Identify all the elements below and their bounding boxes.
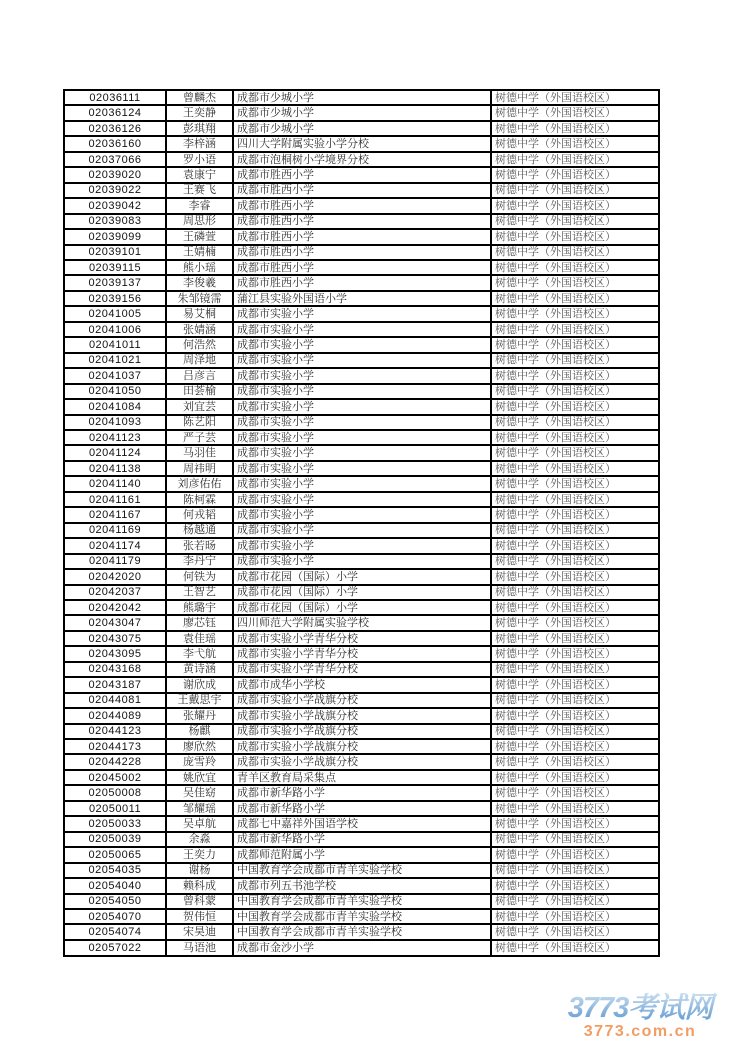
primary-school-cell: 成都市花园（国际）小学 <box>233 569 491 584</box>
exam-id-cell: 02044228 <box>64 754 166 769</box>
table-row <box>64 585 659 600</box>
primary-school-cell: 成都市实验小学 <box>233 492 491 507</box>
student-name-cell: 贺伟恒 <box>166 909 233 924</box>
primary-school-cell: 成都市花园（国际）小学 <box>233 600 491 615</box>
exam-id-cell: 02042042 <box>64 600 166 615</box>
table-row <box>64 785 659 800</box>
table-row <box>64 894 659 909</box>
primary-school-cell: 中国教育学会成都市青羊实验学校 <box>233 863 491 878</box>
primary-school-cell: 四川师范大学附属实验学校 <box>233 615 491 630</box>
table-row <box>64 909 659 924</box>
exam-id-cell: 02039101 <box>64 245 166 260</box>
exam-id-cell: 02041169 <box>64 523 166 538</box>
table-row <box>64 847 659 862</box>
admitted-school-cell: 树德中学（外国语校区） <box>491 631 659 646</box>
admitted-school-cell: 树德中学（外国语校区） <box>491 940 659 956</box>
table-row <box>64 152 659 167</box>
student-name-cell: 杨越通 <box>166 523 233 538</box>
exam-id-cell: 02041140 <box>64 476 166 491</box>
table-row <box>64 754 659 769</box>
table-row <box>64 523 659 538</box>
admitted-school-cell: 树德中学（外国语校区） <box>491 770 659 785</box>
student-name-cell: 姚欣宜 <box>166 770 233 785</box>
primary-school-cell: 青羊区教育局采集点 <box>233 770 491 785</box>
primary-school-cell: 成都市实验小学 <box>233 415 491 430</box>
exam-id-cell: 02041084 <box>64 399 166 414</box>
primary-school-cell: 成都市实验小学 <box>233 507 491 522</box>
primary-school-cell: 成都市实验小学战旗分校 <box>233 754 491 769</box>
exam-id-cell: 02041037 <box>64 368 166 383</box>
table-row <box>64 631 659 646</box>
admitted-school-cell: 树德中学（外国语校区） <box>491 90 659 105</box>
primary-school-cell: 成都市少城小学 <box>233 90 491 105</box>
student-name-cell: 何浩然 <box>166 337 233 352</box>
watermark-site-name: 3773考试网 <box>540 993 740 1023</box>
admitted-school-cell: 树德中学（外国语校区） <box>491 306 659 321</box>
admitted-school-cell: 树德中学（外国语校区） <box>491 801 659 816</box>
admitted-school-cell: 树德中学（外国语校区） <box>491 600 659 615</box>
admitted-school-cell: 树德中学（外国语校区） <box>491 275 659 290</box>
student-name-cell: 马语池 <box>166 940 233 956</box>
table-row <box>64 183 659 198</box>
table-row <box>64 554 659 569</box>
exam-id-cell: 02041174 <box>64 538 166 553</box>
exam-id-cell: 02045002 <box>64 770 166 785</box>
primary-school-cell: 成都市实验小学 <box>233 384 491 399</box>
admitted-school-cell: 树德中学（外国语校区） <box>491 384 659 399</box>
primary-school-cell: 中国教育学会成都市青羊实验学校 <box>233 924 491 939</box>
admitted-school-cell: 树德中学（外国语校区） <box>491 415 659 430</box>
admitted-school-cell: 树德中学（外国语校区） <box>491 677 659 692</box>
exam-id-cell: 02041123 <box>64 430 166 445</box>
table-row <box>64 445 659 460</box>
exam-id-cell: 02039042 <box>64 198 166 213</box>
exam-id-cell: 02039022 <box>64 183 166 198</box>
exam-id-cell: 02039137 <box>64 275 166 290</box>
exam-id-cell: 02043187 <box>64 677 166 692</box>
primary-school-cell: 成都市实验小学 <box>233 306 491 321</box>
exam-id-cell: 02043095 <box>64 646 166 661</box>
table-row <box>64 770 659 785</box>
exam-id-cell: 02039099 <box>64 229 166 244</box>
student-name-cell: 刘宜芸 <box>166 399 233 414</box>
primary-school-cell: 成都市实验小学青华分校 <box>233 646 491 661</box>
exam-id-cell: 02041005 <box>64 306 166 321</box>
student-name-cell: 田荟榆 <box>166 384 233 399</box>
student-name-cell: 何戎韬 <box>166 507 233 522</box>
exam-id-cell: 02036124 <box>64 105 166 120</box>
primary-school-cell: 成都市实验小学 <box>233 461 491 476</box>
admitted-school-cell: 树德中学（外国语校区） <box>491 554 659 569</box>
admitted-school-cell: 树德中学（外国语校区） <box>491 739 659 754</box>
admitted-school-cell: 树德中学（外国语校区） <box>491 569 659 584</box>
student-name-cell: 谢杨 <box>166 863 233 878</box>
table-row <box>64 214 659 229</box>
table-row <box>64 724 659 739</box>
exam-id-cell: 02041161 <box>64 492 166 507</box>
admitted-school-cell: 树德中学（外国语校区） <box>491 894 659 909</box>
table-row <box>64 940 659 956</box>
admitted-school-cell: 树德中学（外国语校区） <box>491 353 659 368</box>
primary-school-cell: 成都市泡桐树小学境界分校 <box>233 152 491 167</box>
primary-school-cell: 成都市胜西小学 <box>233 260 491 275</box>
student-name-cell: 刘彦佑佑 <box>166 476 233 491</box>
exam-id-cell: 02054050 <box>64 894 166 909</box>
student-name-cell: 廖欣然 <box>166 739 233 754</box>
admitted-school-cell: 树德中学（外国语校区） <box>491 492 659 507</box>
admitted-school-cell: 树德中学（外国语校区） <box>491 507 659 522</box>
student-name-cell: 曾科蒙 <box>166 894 233 909</box>
primary-school-cell: 成都市实验小学战旗分校 <box>233 739 491 754</box>
table-row <box>64 368 659 383</box>
student-name-cell: 熊璐宇 <box>166 600 233 615</box>
admitted-school-cell: 树德中学（外国语校区） <box>491 121 659 136</box>
admitted-school-cell: 树德中学（外国语校区） <box>491 646 659 661</box>
primary-school-cell: 成都市新华路小学 <box>233 785 491 800</box>
exam-id-cell: 02041050 <box>64 384 166 399</box>
student-name-cell: 易艾桐 <box>166 306 233 321</box>
primary-school-cell: 成都市列五书池学校 <box>233 878 491 893</box>
table-row <box>64 260 659 275</box>
primary-school-cell: 成都市实验小学 <box>233 554 491 569</box>
admitted-school-cell: 树德中学（外国语校区） <box>491 167 659 182</box>
results-table-body <box>64 90 659 956</box>
admitted-school-cell: 树德中学（外国语校区） <box>491 863 659 878</box>
admitted-school-cell: 树德中学（外国语校区） <box>491 832 659 847</box>
table-row <box>64 105 659 120</box>
table-row <box>64 198 659 213</box>
admitted-school-cell: 树德中学（外国语校区） <box>491 399 659 414</box>
student-name-cell: 陈艺阳 <box>166 415 233 430</box>
table-row <box>64 415 659 430</box>
admitted-school-cell: 树德中学（外国语校区） <box>491 229 659 244</box>
student-name-cell: 谢欣成 <box>166 677 233 692</box>
exam-id-cell: 02041006 <box>64 322 166 337</box>
exam-id-cell: 02050011 <box>64 801 166 816</box>
student-name-cell: 张婧涵 <box>166 322 233 337</box>
primary-school-cell: 成都市实验小学 <box>233 322 491 337</box>
watermark-site-url: 3773.com.cn <box>583 1023 697 1040</box>
student-name-cell: 李梓涵 <box>166 136 233 151</box>
primary-school-cell: 成都市胜西小学 <box>233 229 491 244</box>
admitted-school-cell: 树德中学（外国语校区） <box>491 260 659 275</box>
admitted-school-cell: 树德中学（外国语校区） <box>491 538 659 553</box>
primary-school-cell: 成都市胜西小学 <box>233 275 491 290</box>
primary-school-cell: 中国教育学会成都市青羊实验学校 <box>233 909 491 924</box>
primary-school-cell: 中国教育学会成都市青羊实验学校 <box>233 894 491 909</box>
student-name-cell: 赖科成 <box>166 878 233 893</box>
student-name-cell: 庞雪羚 <box>166 754 233 769</box>
exam-id-cell: 02050008 <box>64 785 166 800</box>
exam-id-cell: 02041167 <box>64 507 166 522</box>
exam-id-cell: 02044123 <box>64 724 166 739</box>
student-name-cell: 吴佳窈 <box>166 785 233 800</box>
watermark <box>540 993 740 1041</box>
admitted-school-cell: 树德中学（外国语校区） <box>491 214 659 229</box>
table-row <box>64 492 659 507</box>
exam-id-cell: 02054074 <box>64 924 166 939</box>
admitted-school-cell: 树德中学（外国语校区） <box>491 708 659 723</box>
table-row <box>64 646 659 661</box>
table-row <box>64 90 659 105</box>
table-row <box>64 832 659 847</box>
admitted-school-cell: 树德中学（外国语校区） <box>491 461 659 476</box>
admitted-school-cell: 树德中学（外国语校区） <box>491 136 659 151</box>
primary-school-cell: 成都市实验小学青华分校 <box>233 662 491 677</box>
primary-school-cell: 成都市实验小学 <box>233 445 491 460</box>
student-name-cell: 王磷萱 <box>166 229 233 244</box>
student-name-cell: 严子芸 <box>166 430 233 445</box>
student-name-cell: 王赛飞 <box>166 183 233 198</box>
admitted-school-cell: 树德中学（外国语校区） <box>491 847 659 862</box>
student-name-cell: 黄诗涵 <box>166 662 233 677</box>
table-row <box>64 384 659 399</box>
exam-id-cell: 02044089 <box>64 708 166 723</box>
table-row <box>64 322 659 337</box>
table-row <box>64 708 659 723</box>
exam-id-cell: 02042037 <box>64 585 166 600</box>
exam-id-cell: 02037066 <box>64 152 166 167</box>
admitted-school-cell: 树德中学（外国语校区） <box>491 693 659 708</box>
primary-school-cell: 成都七中嘉祥外国语学校 <box>233 816 491 831</box>
student-name-cell: 王戴思宇 <box>166 693 233 708</box>
primary-school-cell: 四川大学附属实验小学分校 <box>233 136 491 151</box>
primary-school-cell: 成都市花园（国际）小学 <box>233 585 491 600</box>
student-name-cell: 王奕静 <box>166 105 233 120</box>
exam-id-cell: 02043047 <box>64 615 166 630</box>
exam-id-cell: 02043075 <box>64 631 166 646</box>
exam-id-cell: 02054040 <box>64 878 166 893</box>
exam-id-cell: 02036160 <box>64 136 166 151</box>
student-name-cell: 陈柯霖 <box>166 492 233 507</box>
admitted-school-cell: 树德中学（外国语校区） <box>491 615 659 630</box>
primary-school-cell: 成都市胜西小学 <box>233 214 491 229</box>
student-name-cell: 廖芯钰 <box>166 615 233 630</box>
student-name-cell: 彭琪翔 <box>166 121 233 136</box>
student-name-cell: 周祎明 <box>166 461 233 476</box>
student-name-cell: 王智艺 <box>166 585 233 600</box>
primary-school-cell: 成都市实验小学战旗分校 <box>233 708 491 723</box>
table-row <box>64 121 659 136</box>
exam-id-cell: 02041093 <box>64 415 166 430</box>
primary-school-cell: 成都市少城小学 <box>233 105 491 120</box>
admitted-school-cell: 树德中学（外国语校区） <box>491 724 659 739</box>
admitted-school-cell: 树德中学（外国语校区） <box>491 924 659 939</box>
exam-id-cell: 02041138 <box>64 461 166 476</box>
admitted-school-cell: 树德中学（外国语校区） <box>491 523 659 538</box>
student-name-cell: 马羽佳 <box>166 445 233 460</box>
table-row <box>64 924 659 939</box>
student-name-cell: 周泽地 <box>166 353 233 368</box>
admitted-school-cell: 树德中学（外国语校区） <box>491 754 659 769</box>
primary-school-cell: 成都市实验小学战旗分校 <box>233 724 491 739</box>
table-row <box>64 167 659 182</box>
table-row <box>64 353 659 368</box>
admitted-school-cell: 树德中学（外国语校区） <box>491 291 659 306</box>
admitted-school-cell: 树德中学（外国语校区） <box>491 152 659 167</box>
exam-id-cell: 02044081 <box>64 693 166 708</box>
primary-school-cell: 成都市实验小学 <box>233 538 491 553</box>
table-row <box>64 245 659 260</box>
primary-school-cell: 成都市胜西小学 <box>233 167 491 182</box>
primary-school-cell: 成都市胜西小学 <box>233 245 491 260</box>
exam-id-cell: 02041124 <box>64 445 166 460</box>
table-row <box>64 677 659 692</box>
primary-school-cell: 成都市实验小学青华分校 <box>233 631 491 646</box>
results-table <box>63 89 660 957</box>
table-row <box>64 476 659 491</box>
admitted-school-cell: 树德中学（外国语校区） <box>491 105 659 120</box>
student-name-cell: 朱邹镜霈 <box>166 291 233 306</box>
admitted-school-cell: 树德中学（外国语校区） <box>491 445 659 460</box>
student-name-cell: 何铁为 <box>166 569 233 584</box>
admitted-school-cell: 树德中学（外国语校区） <box>491 878 659 893</box>
exam-id-cell: 02039115 <box>64 260 166 275</box>
table-row <box>64 306 659 321</box>
student-name-cell: 袁康宁 <box>166 167 233 182</box>
primary-school-cell: 成都市实验小学 <box>233 476 491 491</box>
student-name-cell: 罗小语 <box>166 152 233 167</box>
student-name-cell: 杨麒 <box>166 724 233 739</box>
primary-school-cell: 成都市新华路小学 <box>233 801 491 816</box>
admitted-school-cell: 树德中学（外国语校区） <box>491 785 659 800</box>
exam-id-cell: 02039156 <box>64 291 166 306</box>
exam-id-cell: 02041021 <box>64 353 166 368</box>
admitted-school-cell: 树德中学（外国语校区） <box>491 322 659 337</box>
admitted-school-cell: 树德中学（外国语校区） <box>491 585 659 600</box>
table-row <box>64 662 659 677</box>
admitted-school-cell: 树德中学（外国语校区） <box>491 183 659 198</box>
exam-id-cell: 02054070 <box>64 909 166 924</box>
student-name-cell: 曾麟杰 <box>166 90 233 105</box>
student-name-cell: 周思形 <box>166 214 233 229</box>
primary-school-cell: 成都市实验小学 <box>233 399 491 414</box>
table-row <box>64 816 659 831</box>
exam-id-cell: 02057022 <box>64 940 166 956</box>
primary-school-cell: 成都市胜西小学 <box>233 183 491 198</box>
student-name-cell: 李弋航 <box>166 646 233 661</box>
exam-id-cell: 02036126 <box>64 121 166 136</box>
exam-id-cell: 02050033 <box>64 816 166 831</box>
primary-school-cell: 成都市实验小学 <box>233 337 491 352</box>
admitted-school-cell: 树德中学（外国语校区） <box>491 476 659 491</box>
primary-school-cell: 成都市胜西小学 <box>233 198 491 213</box>
student-name-cell: 王奕力 <box>166 847 233 862</box>
table-row <box>64 693 659 708</box>
table-row <box>64 863 659 878</box>
student-name-cell: 吕彦言 <box>166 368 233 383</box>
exam-id-cell: 02039020 <box>64 167 166 182</box>
student-name-cell: 余淼 <box>166 832 233 847</box>
exam-id-cell: 02050065 <box>64 847 166 862</box>
exam-id-cell: 02044173 <box>64 739 166 754</box>
exam-id-cell: 02043168 <box>64 662 166 677</box>
exam-id-cell: 02039083 <box>64 214 166 229</box>
student-name-cell: 张若旸 <box>166 538 233 553</box>
table-row <box>64 461 659 476</box>
student-name-cell: 王婧楠 <box>166 245 233 260</box>
student-name-cell: 张耀丹 <box>166 708 233 723</box>
table-row <box>64 507 659 522</box>
table-row <box>64 801 659 816</box>
student-name-cell: 李俊羲 <box>166 275 233 290</box>
student-name-cell: 宋昊迪 <box>166 924 233 939</box>
admitted-school-cell: 树德中学（外国语校区） <box>491 816 659 831</box>
admitted-school-cell: 树德中学（外国语校区） <box>491 337 659 352</box>
table-row <box>64 291 659 306</box>
table-row <box>64 878 659 893</box>
primary-school-cell: 成都市实验小学 <box>233 523 491 538</box>
primary-school-cell: 成都市金沙小学 <box>233 940 491 956</box>
table-row <box>64 337 659 352</box>
table-row <box>64 275 659 290</box>
primary-school-cell: 成都市成华小学校 <box>233 677 491 692</box>
exam-id-cell: 02041011 <box>64 337 166 352</box>
table-row <box>64 600 659 615</box>
primary-school-cell: 成都市实验小学 <box>233 368 491 383</box>
table-row <box>64 569 659 584</box>
primary-school-cell: 成都市实验小学 <box>233 353 491 368</box>
primary-school-cell: 成都市少城小学 <box>233 121 491 136</box>
student-name-cell: 邹耀瑶 <box>166 801 233 816</box>
table-row <box>64 538 659 553</box>
primary-school-cell: 成都市实验小学战旗分校 <box>233 693 491 708</box>
student-name-cell: 李睿 <box>166 198 233 213</box>
student-name-cell: 袁佳瑶 <box>166 631 233 646</box>
student-name-cell: 李丹宁 <box>166 554 233 569</box>
table-row <box>64 615 659 630</box>
table-row <box>64 739 659 754</box>
primary-school-cell: 成都市新华路小学 <box>233 832 491 847</box>
table-row <box>64 430 659 445</box>
student-name-cell: 吴卓航 <box>166 816 233 831</box>
primary-school-cell: 蒲江县实验外国语小学 <box>233 291 491 306</box>
student-name-cell: 熊小瑶 <box>166 260 233 275</box>
exam-id-cell: 02042020 <box>64 569 166 584</box>
exam-id-cell: 02050039 <box>64 832 166 847</box>
table-row <box>64 136 659 151</box>
table-row <box>64 229 659 244</box>
exam-id-cell: 02041179 <box>64 554 166 569</box>
admitted-school-cell: 树德中学（外国语校区） <box>491 909 659 924</box>
exam-id-cell: 02036111 <box>64 90 166 105</box>
exam-id-cell: 02054035 <box>64 863 166 878</box>
admitted-school-cell: 树德中学（外国语校区） <box>491 662 659 677</box>
admitted-school-cell: 树德中学（外国语校区） <box>491 198 659 213</box>
primary-school-cell: 成都市实验小学 <box>233 430 491 445</box>
admitted-school-cell: 树德中学（外国语校区） <box>491 430 659 445</box>
table-row <box>64 399 659 414</box>
admitted-school-cell: 树德中学（外国语校区） <box>491 245 659 260</box>
primary-school-cell: 成都师范附属小学 <box>233 847 491 862</box>
admitted-school-cell: 树德中学（外国语校区） <box>491 368 659 383</box>
